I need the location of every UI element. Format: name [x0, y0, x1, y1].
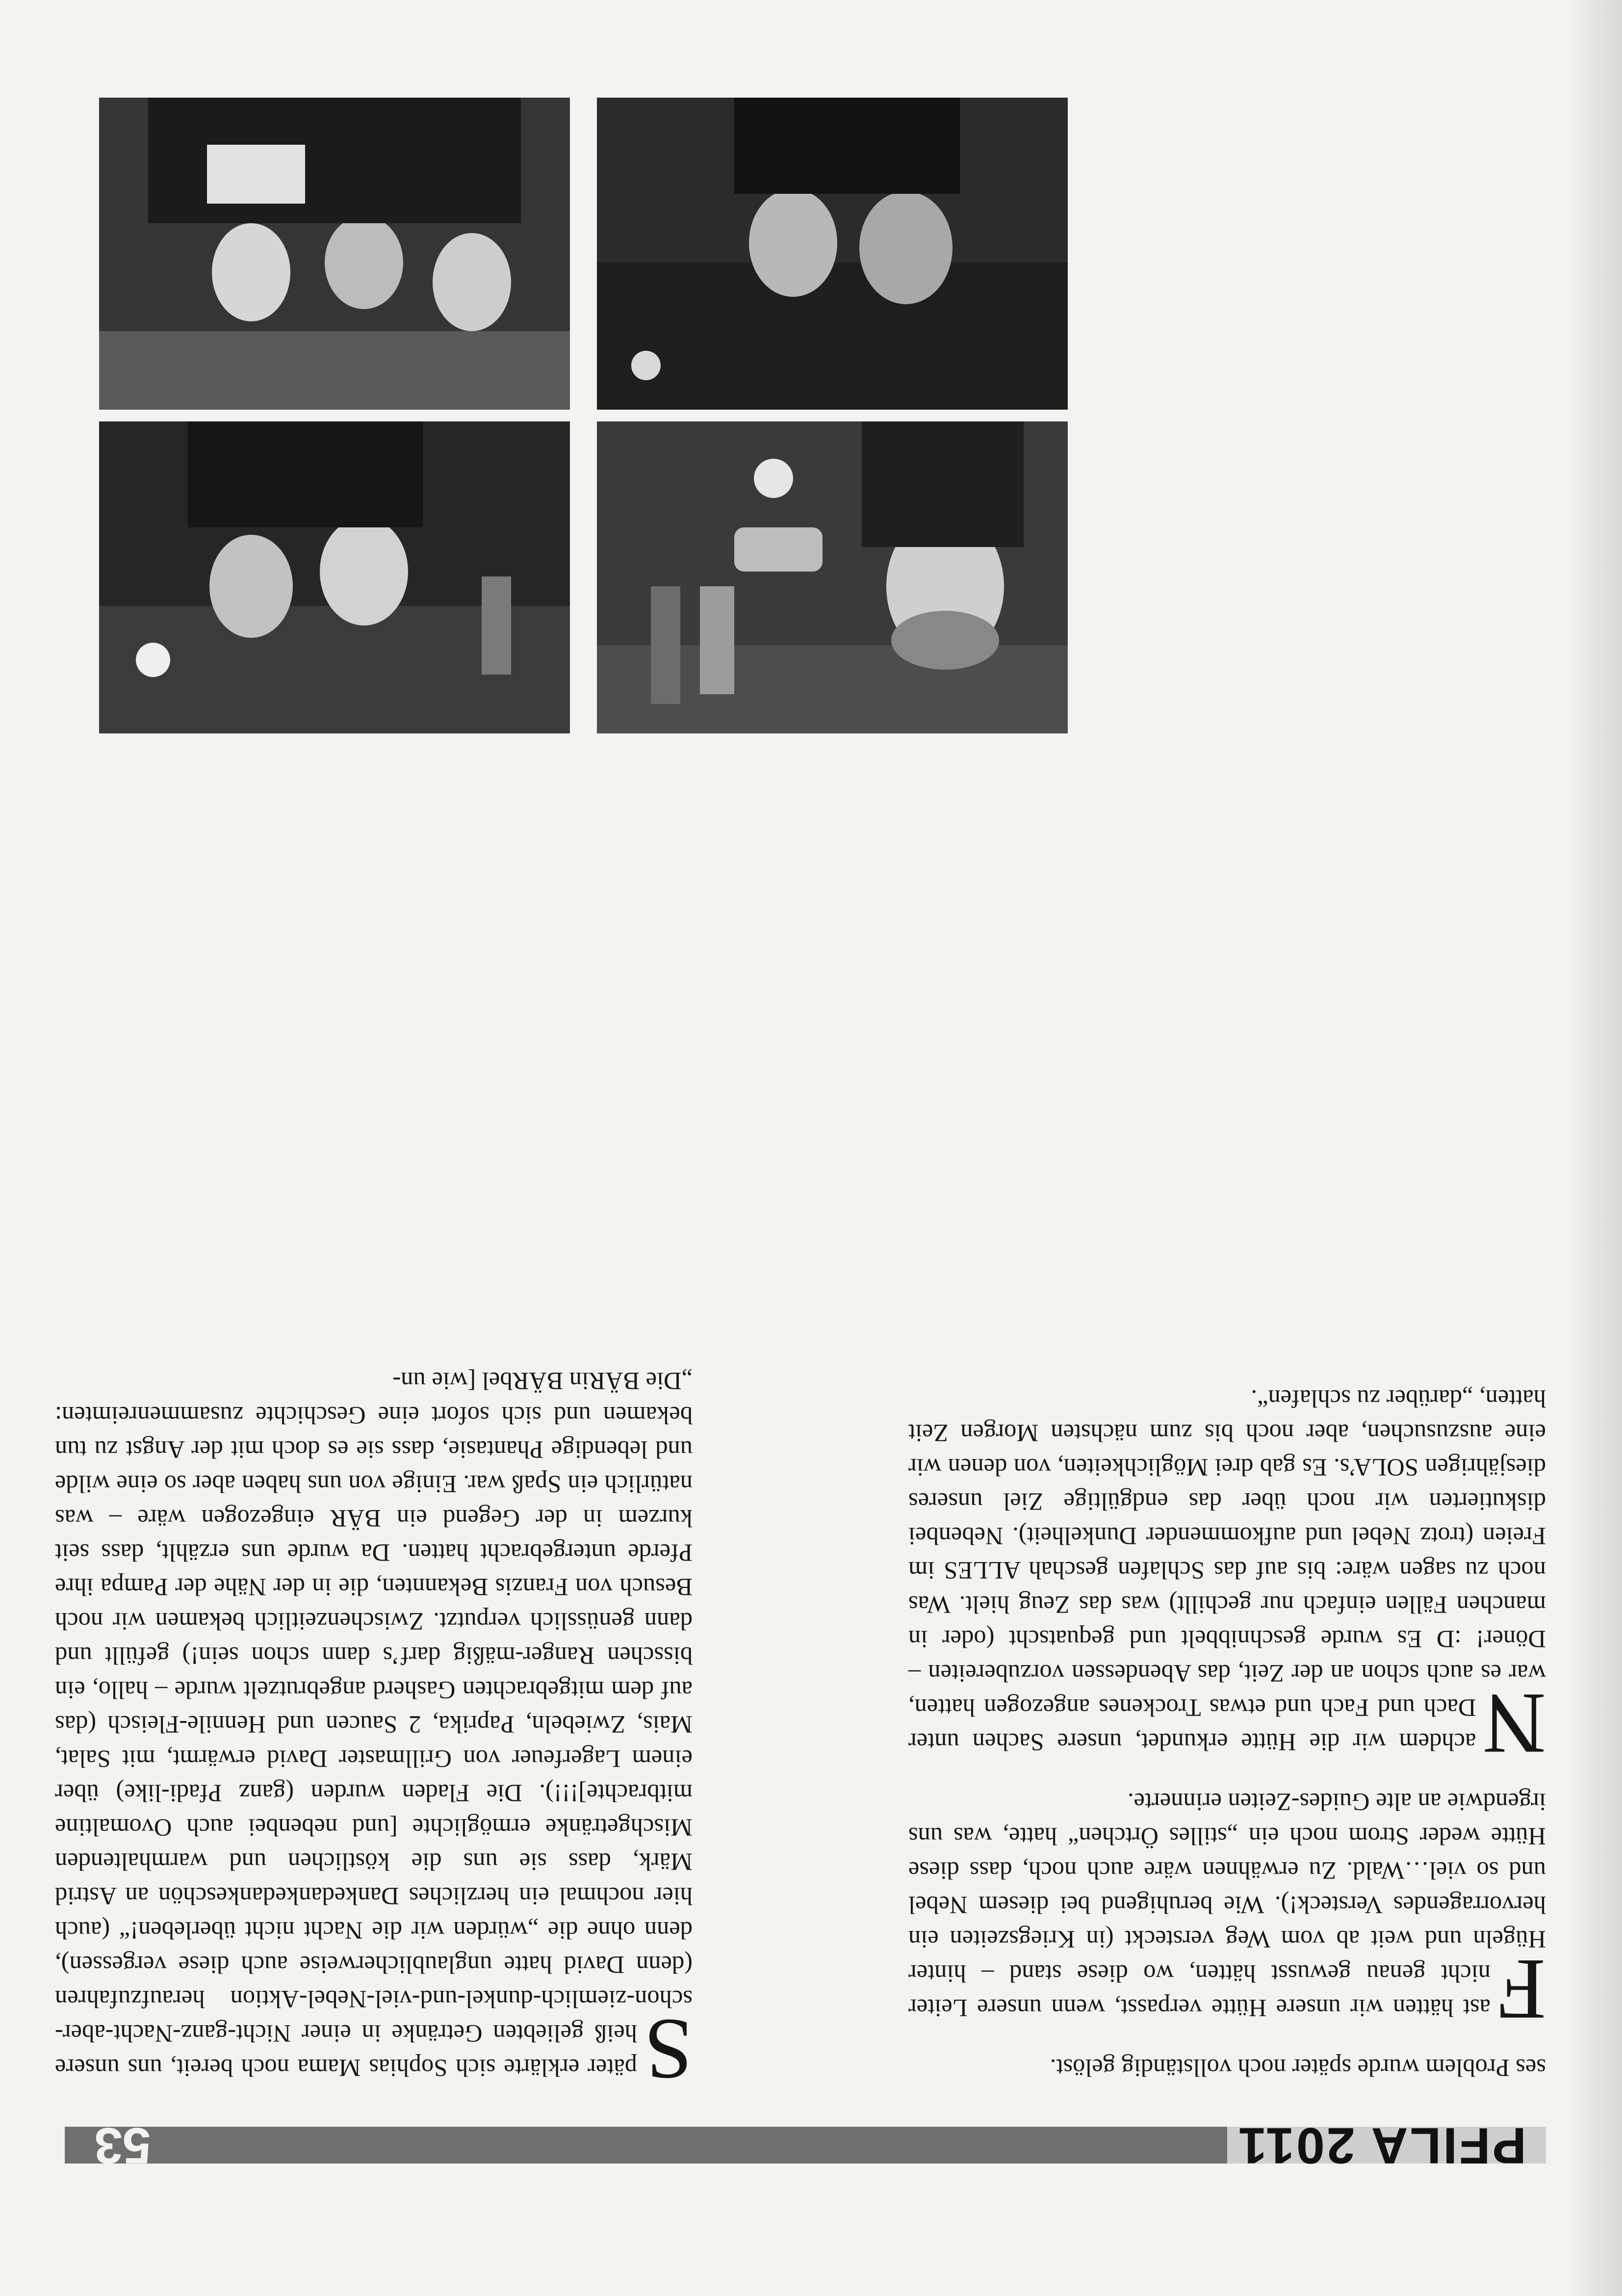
paragraph: [908, 1382, 1546, 1773]
text-column-right: [55, 1338, 693, 2098]
photo-1: [597, 421, 1068, 733]
drop-cap: S: [644, 2001, 693, 2098]
paragraph: [55, 1364, 693, 2098]
drop-cap: N: [1483, 1675, 1546, 1773]
photo-4: [99, 98, 570, 410]
paragraph: [908, 2051, 1546, 2085]
photo-3: [597, 98, 1068, 410]
photo-3-image: [597, 98, 1068, 410]
paragraph-text: ses Problem wurde später noch vollständig gelöst.: [1050, 2054, 1546, 2082]
drop-cap: F: [1497, 1941, 1546, 2038]
paragraph: [908, 1785, 1546, 2038]
paragraph-text: päter erklärte sich Sophias Mama noch bereit, uns unsere heiß geliebten Getränke in einer Nicht-ganz-Nacht-aber-schon-ziemlich-dunkel-und-viel-Nebel-Aktion heraufzufahren (denn David hatte unglaublicherweise auch diese vergessen), denn ohne die „würden wir die Nacht nicht überleben!“ (auch hier nochmal ein herzliches Dankedankedankeschön an Astrid Märk, dass sie uns die köstlichen und warmhaltenden Mischgetränke ermöglichte [und nebenbei auch Ovomaltine mitbrachte]!!!). Die Fladen wurden (ganz Pfadi-like) über einem Lagerfeuer von Grillmaster David erwärmt, mit Salat, Mais, Zwiebeln, Paprika, 2 Saucen und Hennile-Fleisch (das auf dem mitgebrachten Gasherd angebrutzelt wurde – hallo, ein bisschen Ranger-mäßig darf’s dann schon sein!) gefüllt und dann genüsslich verputzt. Zwischenzeitlich bekamen wir noch Besuch von Franzis Bekannten, die in der Nähe der Pampa ihre Pferde untergebracht hatten. Da wurde uns erzählt, dass seit kurzem in der Gegend ein BÄR eingezogen wäre – was natürlich ein Spaß war. Einige von uns haben aber so eine wilde und lebendige Phantasie, dass sie es doch mit der Angst zu tun bekamen und sich sofort eine Geschichte zusammenreimten: „Die BÄRin BÄRbel [wie un-: [55, 1367, 693, 2082]
photo-2: [99, 421, 570, 733]
photo-1-image: [597, 421, 1068, 733]
paragraph-text: achdem wir die Hütte erkundet, unsere Sachen unter Dach und Fach und etwas Trockenes angezogen hatten, war es auch schon an der Zeit, das Abendessen vorzubereiten – Döner! :D Es wurde geschnibbelt und gequatscht (oder in manchen Fällen einfach nur gechillt) was das Zeug hielt. Was noch zu sagen wäre: bis auf das Schlafen geschah ALLES im Freien (trotz Nebel und aufkommender Dunkelheit). Nebenbei diskutierten wir noch über das endgültige Ziel unseres diesjährigen SOLA’s. Es gab drei Möglichkeiten, von denen wir eine auszusuchen, aber noch bis zum nächsten Morgen Zeit hatten, „darüber zu schlafen“.: [908, 1385, 1546, 1756]
page-title: PFILA 2011: [1236, 2117, 1526, 2174]
scan-edge-shadow: [1568, 0, 1622, 2296]
photo-grid: [89, 98, 1068, 733]
page-number: 53: [94, 2117, 151, 2174]
page-header-bar: [65, 2117, 1546, 2174]
photo-2-image: [99, 421, 570, 733]
photo-4-image: [99, 98, 570, 410]
paragraph-text: ast hätten wir unsere Hütte verpasst, wenn unsere Leiter nicht genau gewusst hätten, wo diese stand – hinter Hügeln und weit ab vom Weg versteckt (in Kriegszeiten ein hervorragendes Versteck!). Wie beruhigend bei diesem Nebel und so viel…Wald. Zu erwähnen wäre auch noch, dass diese Hütte weder Strom noch ein „stilles Örtchen“ hatte, was uns irgendwie an alte Guides-Zeiten erinnerte.: [908, 1788, 1546, 2022]
text-column-left: [908, 1356, 1546, 2085]
header-title-box: [1227, 2117, 1546, 2174]
